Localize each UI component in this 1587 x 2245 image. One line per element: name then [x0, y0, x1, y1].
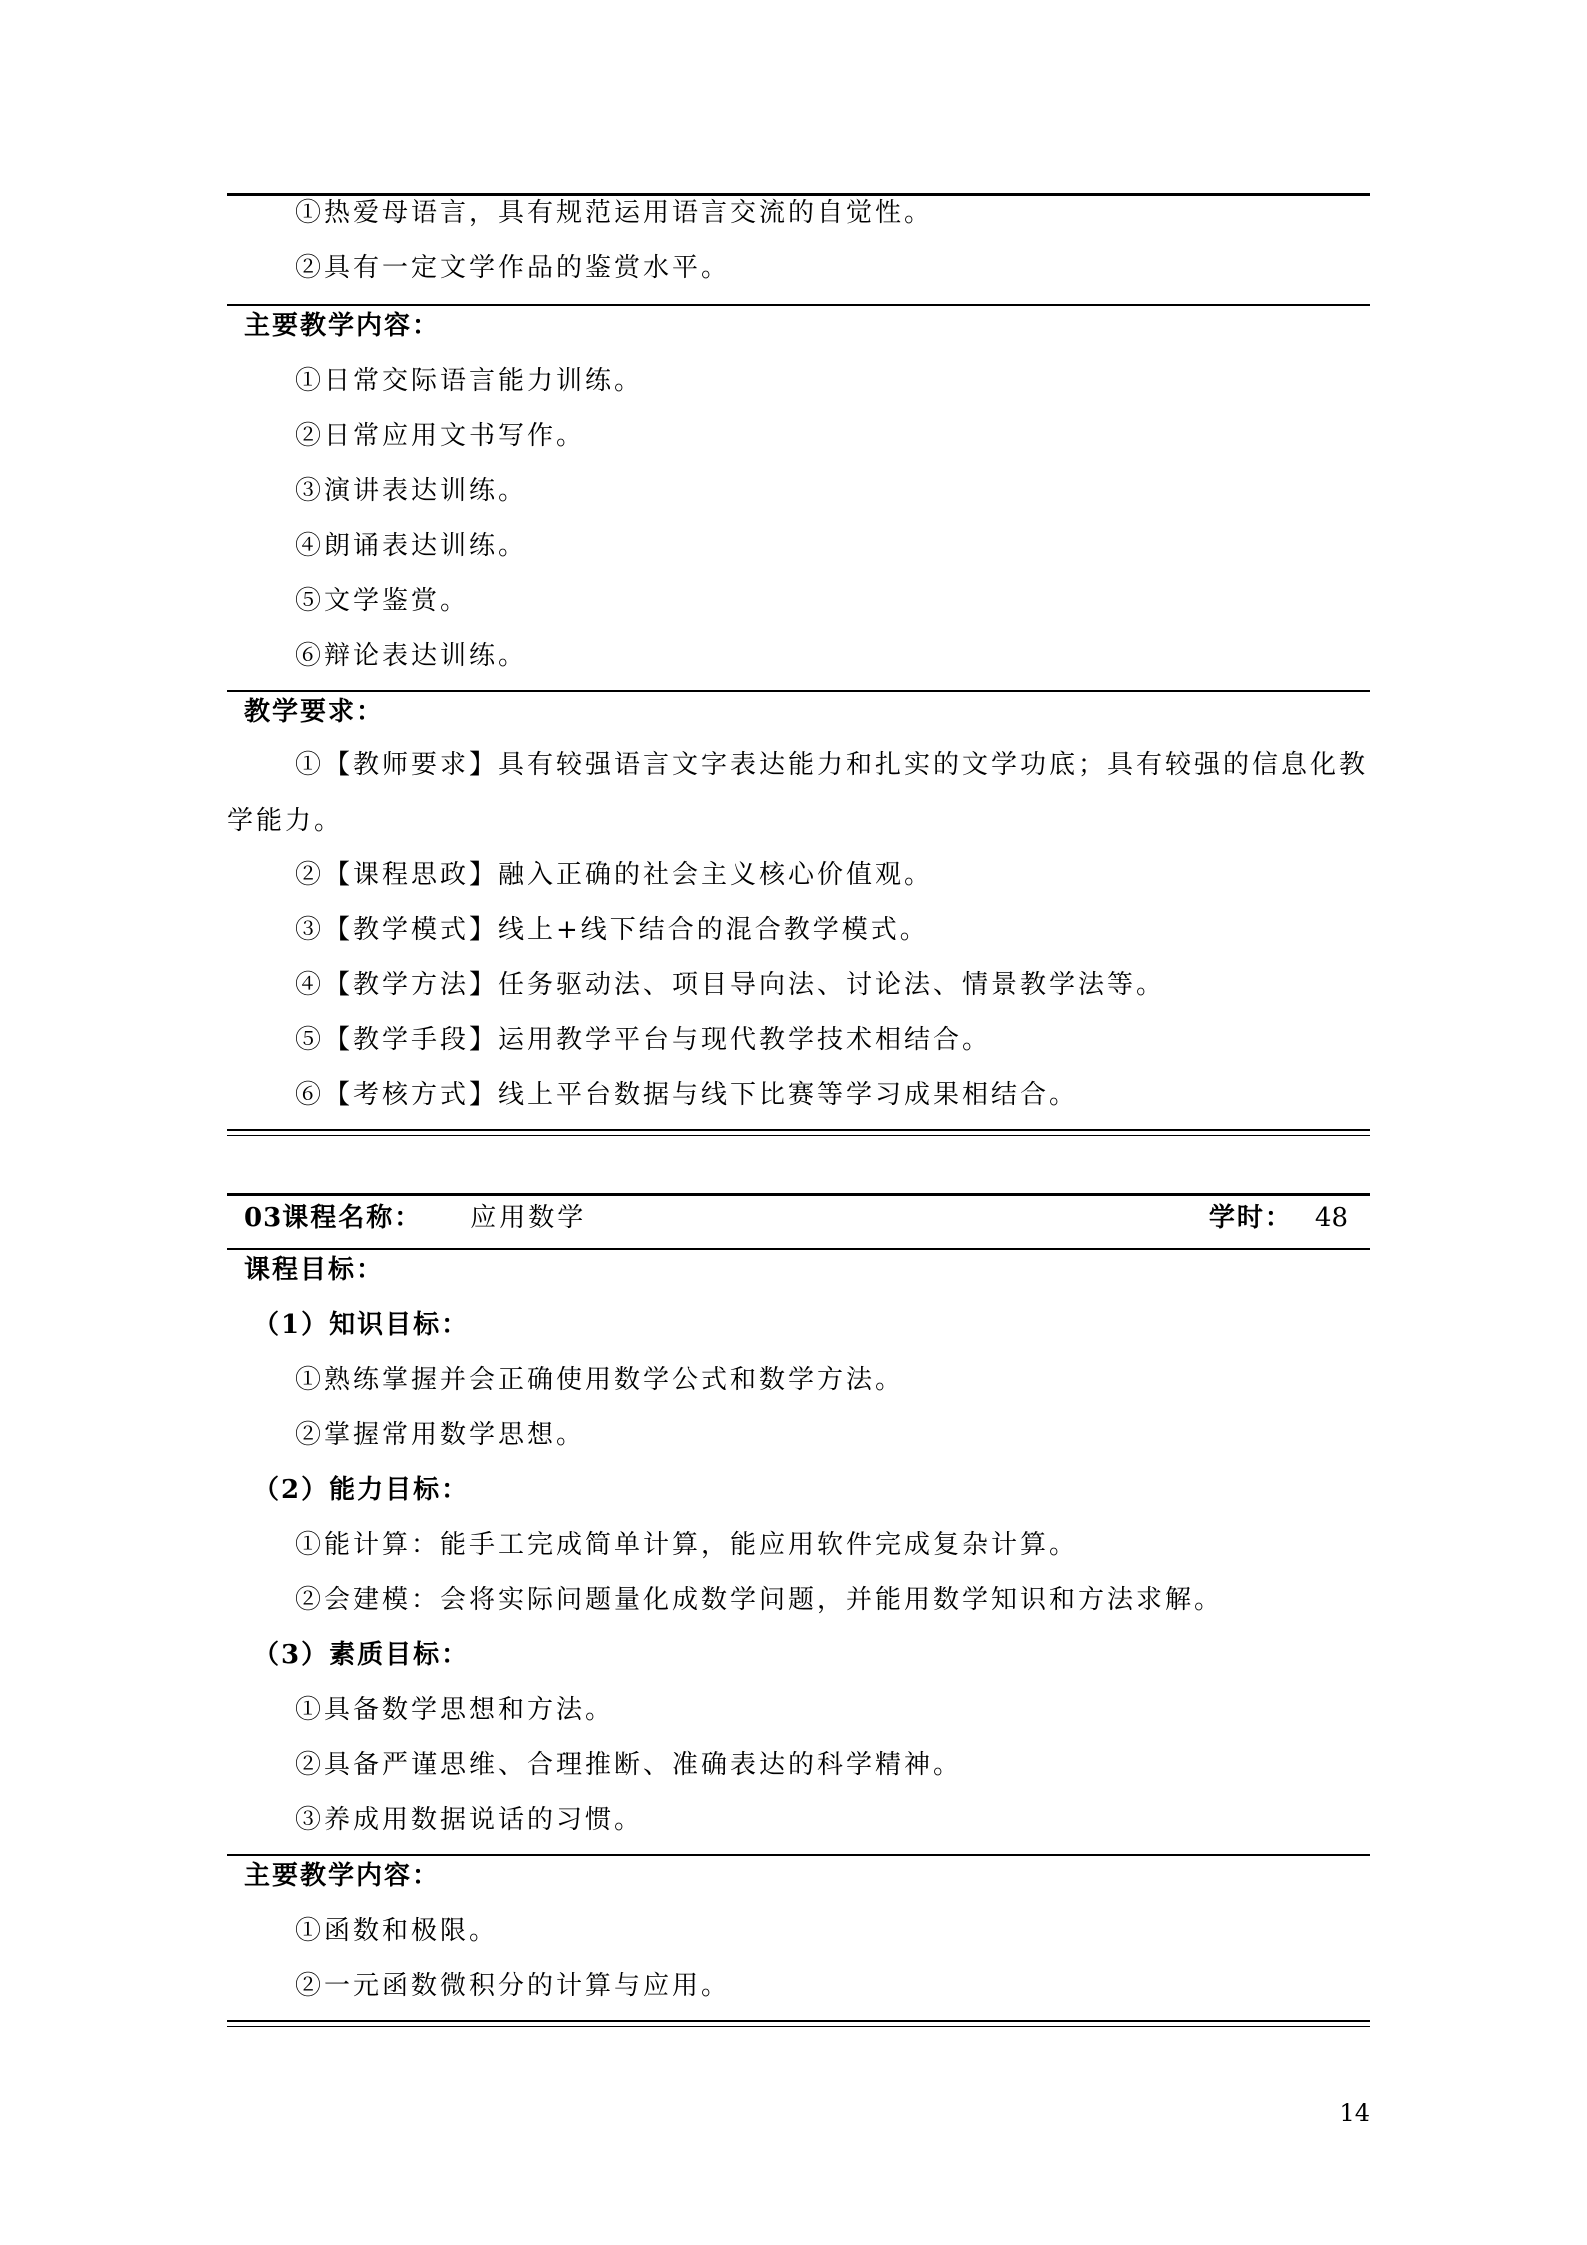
- subheading-ability: （2）能力目标：: [253, 1475, 470, 1505]
- list-item: ④【教学方法】任务驱动法、项目导向法、讨论法、情景教学法等。: [295, 970, 1166, 1000]
- table-top-rule: [227, 1193, 1370, 1196]
- list-item: ②会建模：会将实际问题量化成数学问题，并能用数学知识和方法求解。: [295, 1585, 1224, 1615]
- list-item: ①【教师要求】具有较强语言文字表达能力和扎实的文学功底；具有较强的信息化教学能力。: [227, 750, 1369, 836]
- subheading-quality: （3）素质目标：: [253, 1640, 470, 1670]
- list-item: ⑥【考核方式】线上平台数据与线下比赛等学习成果相结合。: [295, 1080, 1079, 1110]
- list-item: ④朗诵表达训练。: [295, 531, 528, 561]
- list-item: ⑤【教学手段】运用教学平台与现代教学技术相结合。: [295, 1025, 992, 1055]
- list-item: ③养成用数据说话的习惯。: [295, 1805, 644, 1835]
- list-item: ⑥辩论表达训练。: [295, 641, 528, 671]
- course-name-label: 课程名称：: [282, 1203, 423, 1233]
- list-item: ①日常交际语言能力训练。: [295, 366, 644, 396]
- list-item: ①热爱母语言，具有规范运用语言交流的自觉性。: [295, 198, 934, 228]
- prev-course-table: [227, 0, 1370, 1140]
- page-number: 14: [1339, 2099, 1370, 2127]
- course-header-row: [227, 1198, 1370, 1238]
- course-03-table: [227, 1190, 1370, 2030]
- list-item: ①能计算：能手工完成简单计算，能应用软件完成复杂计算。: [295, 1530, 1079, 1560]
- list-item: ②一元函数微积分的计算与应用。: [295, 1971, 731, 2001]
- course-hours: 48: [1314, 1203, 1348, 1233]
- list-item: ②日常应用文书写作。: [295, 421, 586, 451]
- course-name: 应用数学: [470, 1203, 587, 1233]
- list-item: ①熟练掌握并会正确使用数学公式和数学方法。: [295, 1365, 905, 1395]
- course-hours-label: 学时：: [1208, 1203, 1293, 1233]
- list-item: ②具有一定文学作品的鉴赏水平。: [295, 253, 731, 283]
- list-item: ②【课程思政】融入正确的社会主义核心价值观。: [295, 860, 934, 890]
- section-heading-requirements: 教学要求：: [244, 697, 385, 727]
- list-item: ②掌握常用数学思想。: [295, 1420, 586, 1450]
- list-item: ②具备严谨思维、合理推断、准确表达的科学精神。: [295, 1750, 963, 1780]
- list-item: ①具备数学思想和方法。: [295, 1695, 615, 1725]
- section-heading-goals: 课程目标：: [244, 1255, 385, 1285]
- section-heading-content: 主要教学内容：: [244, 1861, 441, 1891]
- list-item: ⑤文学鉴赏。: [295, 586, 470, 616]
- course-number: 03: [244, 1203, 283, 1233]
- section-heading-content: 主要教学内容：: [244, 311, 441, 341]
- subheading-knowledge: （1）知识目标：: [253, 1310, 470, 1340]
- list-item: ③【教学模式】线上+线下结合的混合教学模式。: [295, 915, 929, 945]
- table-bottom-rule: [227, 1129, 1370, 1136]
- list-item: ③演讲表达训练。: [295, 476, 528, 506]
- list-item: ①函数和极限。: [295, 1916, 499, 1946]
- table-bottom-rule: [227, 2020, 1370, 2027]
